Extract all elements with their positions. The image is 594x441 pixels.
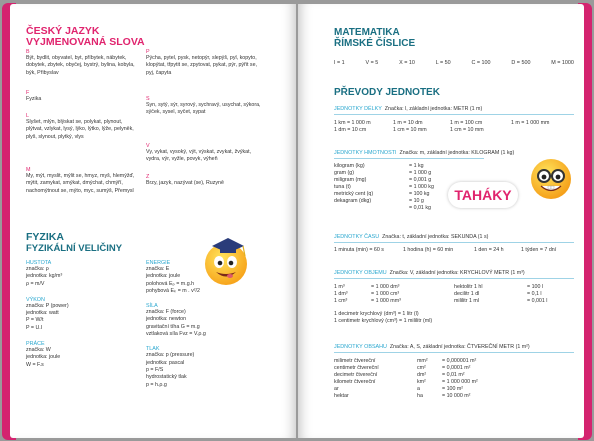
table-cell: = 0,01 m² <box>442 372 465 379</box>
left-page <box>10 4 296 438</box>
table-cell: 1 m = 100 cm <box>450 120 483 127</box>
conversions-title: PŘEVODY JEDNOTEK <box>334 87 440 98</box>
table-cell: decimetr čtvereční <box>334 372 378 379</box>
table-cell: = 1 000 mm³ <box>371 298 401 305</box>
table-cell: 1 cm³ <box>334 298 348 305</box>
area-table <box>334 358 481 399</box>
table-cell: = 100 kg <box>409 190 430 197</box>
table-cell: milimetr čtvereční <box>334 358 376 365</box>
table-cell: = 10 000 m² <box>442 392 471 399</box>
word-group: M My, mýt, myslit, mýlit se, hmyz, myš, hlemýžď, mýtit, zamykat, smýkat, dmýchat, chmýří, nachomýtnout se, mýto, myc, sumýš, Přemysl <box>26 167 135 194</box>
table-cell: 1 týden = 7 dní <box>521 247 557 254</box>
word-group: P Pýcha, pytel, pysk, netopýr, slepýš, pyl, kopyto, klopýtat, třpytit se, zpytovat, pykat, pýr, pýřit se, pyj, čapyta <box>146 49 257 76</box>
quantity-block: VÝKON značka: P (power) jednotka: watt P = W/t P = U.I <box>26 296 69 331</box>
czech-column-1 <box>26 49 139 195</box>
table-cell: = 0,0001 m² <box>442 365 471 372</box>
table-cell: = 1 000 g <box>409 170 432 177</box>
volume-table <box>334 284 550 305</box>
area-section: JEDNOTKY OBSAHU Značka: A, S, základní jednotka: ČTVEREČNÍ METR (1 m²) milimetr čtvereční mm² = 0,000001 m² centimetr čtvereční cm² = 0,0001 m² decimetr čtvereční dm² = 0,01 m² kilometr čtvereční km² = 1 000 000 m² ar a = 100 m² hektar ha = 10 000 m² <box>334 344 574 400</box>
length-table <box>334 120 552 134</box>
table-cell: hektar <box>334 392 349 399</box>
table-cell: = 100 l <box>527 284 544 291</box>
quantity-block: HUSTOTA značka: ρ jednotka: kg/m³ ρ = m/V <box>26 260 63 287</box>
table-cell: kilometr čtvereční <box>334 379 376 386</box>
table-cell: = 1 000 000 m² <box>442 379 478 386</box>
table-cell: = 1 000 kg <box>409 184 434 191</box>
quantity-block: TLAK značka: p (pressure) jednotka: pascal p = F/S hydrostatický tlak p = h.ρ.g <box>146 346 195 388</box>
quantity-block: PRÁCE značka: W jednotka: joule W = F.s <box>26 341 61 368</box>
czech-title: ČESKÝ JAZYK <box>26 25 100 37</box>
table-cell <box>511 127 552 134</box>
table-cell: = 0,1 l <box>527 291 542 298</box>
table-cell: ar <box>334 385 339 392</box>
table-cell: mm² <box>417 358 428 365</box>
table-cell <box>334 205 409 212</box>
table-cell: km² <box>417 379 426 386</box>
table-cell: 1 m³ <box>334 284 345 291</box>
czech-column-2 <box>146 49 264 187</box>
table-cell: = 0,001 l <box>527 298 548 305</box>
word-group: Z Brzy, jazyk, nazývat (se), Ruzyně <box>146 174 224 186</box>
table-cell: 1 cm = 10 mm <box>450 127 484 134</box>
table-cell: 1 dm³ <box>334 291 348 298</box>
table-cell: tuna (t) <box>334 184 351 191</box>
time-table <box>334 247 559 254</box>
table-cell: = 0,01 kg <box>409 204 431 211</box>
right-page <box>298 4 584 438</box>
table-cell: 1 dm = 10 cm <box>334 127 367 134</box>
length-section: JEDNOTKY DÉLKY Značka: l, základní jednotka: METR (1 m) 1 km = 1 000 m 1 m = 10 dm 1 m = 100 cm 1 m = 1 000 mm 1 dm = 10 cm 1 cm = 10 mm 1 cm = 10 mm <box>334 106 574 134</box>
sticker-badge: TAHÁKY <box>448 182 518 208</box>
table-cell: 1 minuta (min) = 60 s <box>334 247 384 254</box>
czech-subtitle: VYJMENOVANÁ SLOVA <box>26 36 145 48</box>
table-cell: = 0,000001 m² <box>442 358 477 365</box>
word-group: F Fyzika <box>26 90 42 102</box>
table-cell: = 100 m² <box>442 385 464 392</box>
physics-column-1 <box>26 260 136 369</box>
table-cell: 1 m = 10 dm <box>393 120 423 127</box>
table-cell: 1 m = 1 000 mm <box>511 120 550 127</box>
table-cell: hektolitr 1 hl <box>454 284 483 291</box>
table-cell: miligram (mg) <box>334 177 367 184</box>
table-cell: metrický cent (q) <box>334 190 374 197</box>
table-cell: 1 km = 1 000 m <box>334 120 371 127</box>
table-cell: decilitr 1 dl <box>454 291 480 298</box>
physics-subtitle: FYZIKÁLNÍ VELIČINY <box>26 243 123 254</box>
table-cell: dm² <box>417 372 427 379</box>
table-cell: 1 den = 24 h <box>474 247 504 254</box>
table-cell: cm² <box>417 365 426 372</box>
word-group: L Slyšet, mlýn, blýskat se, polykat, plynout, plýtvat, vzlykat, lysý, lýko, lýtko, lýže, pelyněk, plyš, slynout, plytký, vlys <box>26 113 134 140</box>
table-cell: dekagram (dkg) <box>334 197 372 204</box>
math-title: MATEMATIKA <box>334 27 400 38</box>
nerd-emoji-icon <box>528 156 574 202</box>
graduate-emoji-icon <box>198 232 254 288</box>
quantity-block: SÍLA značka: F (force) jednotka: newton gravitační tíha G = m.g vztlaková síla Fvz = V.ρ.g <box>146 303 206 338</box>
table-cell: = 0,001 g <box>409 177 432 184</box>
quantity-block: ENERGIE značka: E jednotka: joule polohová Eₚ = m.g.h pohybová Eₖ = m . v²/2 <box>146 260 200 294</box>
table-cell: kilogram (kg) <box>334 163 365 170</box>
table-cell: 1 hodina (h) = 60 min <box>403 247 454 254</box>
table-cell: a <box>417 385 420 392</box>
table-cell: mililitr 1 ml <box>454 298 480 305</box>
table-cell: centimetr čtvereční <box>334 365 379 372</box>
table-cell: gram (g) <box>334 170 355 177</box>
mass-section: JEDNOTKY HMOTNOSTI Značka: m, základní jednotka: KILOGRAM (1 kg) kilogram (kg) = 1 kg gram (g) = 1 000 g miligram (mg) = 0,001 g tuna (t) = 1 000 kg metrický cent (q) = 100 kg dekagram (dkg) = 10 g = 0,01 kg <box>334 150 515 211</box>
roman-numerals-row: I = 1 V = 5 X = 10 L = 50 C = 100 D = 500 M = 1000 <box>334 60 574 66</box>
word-group: V Vy, vykat, vysoký, výt, výskat, zvykat, žvýkat, vydra, výr, vyžle, povyk, výheň <box>146 143 252 163</box>
table-cell: 1 cm = 10 mm <box>393 127 427 134</box>
mass-table <box>334 163 437 211</box>
physics-title: FYZIKA <box>26 231 64 243</box>
volume-section: JEDNOTKY OBJEMU Značka: V, základní jednotka: KRYCHLOVÝ METR (1 m³) 1 m³ = 1 000 dm³ hektolitr 1 hl = 100 l 1 dm³ = 1 000 cm³ decilitr 1 dl = 0,1 l 1 cm³ = 1 000 mm³ mililitr 1 ml = 0,001 l 1 decimetr krychlový (dm³) = 1 litr (l) 1 centimetr krychlový (cm³) = 1 mililitr (ml) <box>334 270 574 326</box>
table-cell: ha <box>417 392 423 399</box>
time-section: JEDNOTKY ČASU Značka: t, základní jednotka: SEKUNDA (1 s) 1 minuta (min) = 60 s 1 hodina (h) = 60 min 1 den = 24 h 1 týden = 7 dní <box>334 234 574 254</box>
table-cell: = 1 000 cm³ <box>371 291 400 298</box>
table-cell: = 1 000 dm³ <box>371 284 400 291</box>
table-cell: = 10 g <box>409 197 424 204</box>
math-subtitle: ŘÍMSKÉ ČÍSLICE <box>334 38 416 49</box>
word-group: B Být, bydlit, obyvatel, byt, příbytek, nábytek, dobytek, zbytek, obyčej, bystrý, bylina, kobyla, býk, Přibyslav <box>26 49 135 76</box>
word-group: S Syn, sytý, sýr, syrový, sychravý, usychat, sýkora, sýček, sysel, syčet, sypat <box>146 96 261 116</box>
table-cell: = 1 kg <box>409 163 424 170</box>
